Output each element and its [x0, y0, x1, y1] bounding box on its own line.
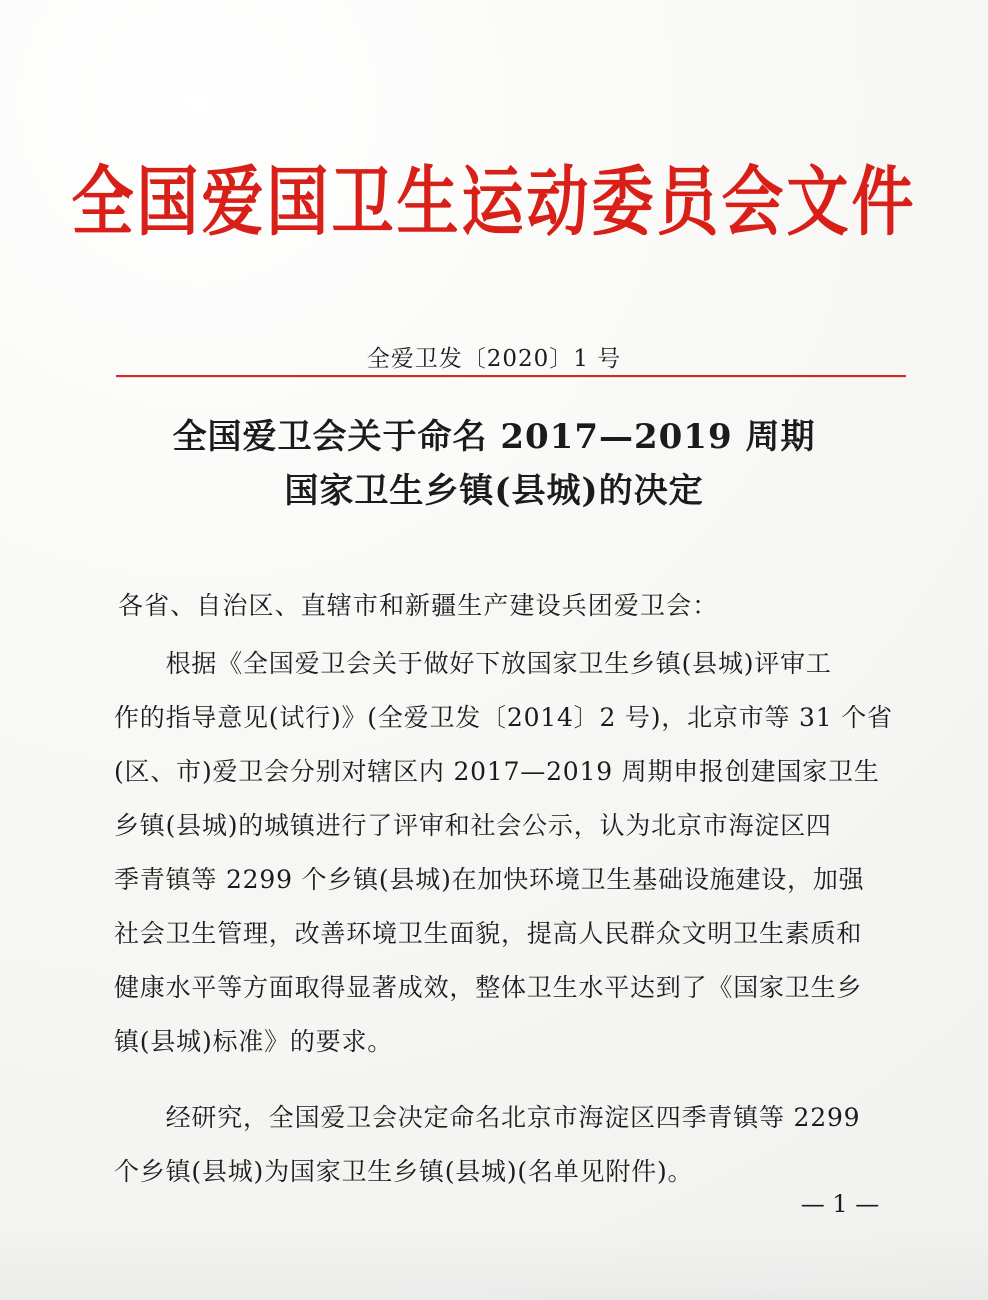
- decision-title-line: 全国爱卫会关于命名 2017—2019 周期: [172, 417, 816, 457]
- paragraph-line: 季青镇等 2299 个乡镇(县城)在加快环境卫生基础设施建设，加强: [114, 865, 865, 894]
- paragraph-line: 乡镇(县城)的城镇进行了评审和社会公示，认为北京市海淀区四: [114, 811, 832, 840]
- paragraph-line: 镇(县城)标准》的要求。: [114, 1027, 394, 1056]
- paragraph-line: 健康水平等方面取得显著成效，整体卫生水平达到了《国家卫生乡: [114, 973, 863, 1002]
- paragraph-line: (区、市)爱卫会分别对辖区内 2017—2019 周期申报创建国家卫生: [114, 757, 880, 786]
- paragraph-line: 社会卫生管理，改善环境卫生面貌，提高人民群众文明卫生素质和: [114, 919, 863, 948]
- paragraph-line: 个乡镇(县城)为国家卫生乡镇(县城)(名单见附件)。: [114, 1157, 694, 1186]
- salutation: 各省、自治区、直辖市和新疆生产建设兵团爱卫会：: [118, 591, 719, 620]
- document-number: 全爱卫发〔2020〕1 号: [366, 346, 622, 372]
- red-divider: [116, 375, 906, 377]
- decision-body: [114, 637, 914, 1199]
- page-shadow: [0, 1230, 988, 1300]
- page-number: — 1 —: [800, 1190, 880, 1218]
- paragraph-line: 作的指导意见(试行)》(全爱卫发〔2014〕2 号)，北京市等 31 个省: [114, 703, 893, 732]
- paragraph-line: 经研究，全国爱卫会决定命名北京市海淀区四季青镇等 2299: [114, 1103, 861, 1132]
- letterhead-title: 全国爱国卫生运动委员会文件: [71, 156, 917, 246]
- red-letterhead: [71, 120, 917, 270]
- decision-title-line: 国家卫生乡镇(县城)的决定: [284, 471, 704, 511]
- paragraph-spacing: [114, 1069, 914, 1091]
- paragraph-line: 根据《全国爱卫会关于做好下放国家卫生乡镇(县城)评审工: [114, 649, 832, 678]
- decision-title: [0, 410, 988, 518]
